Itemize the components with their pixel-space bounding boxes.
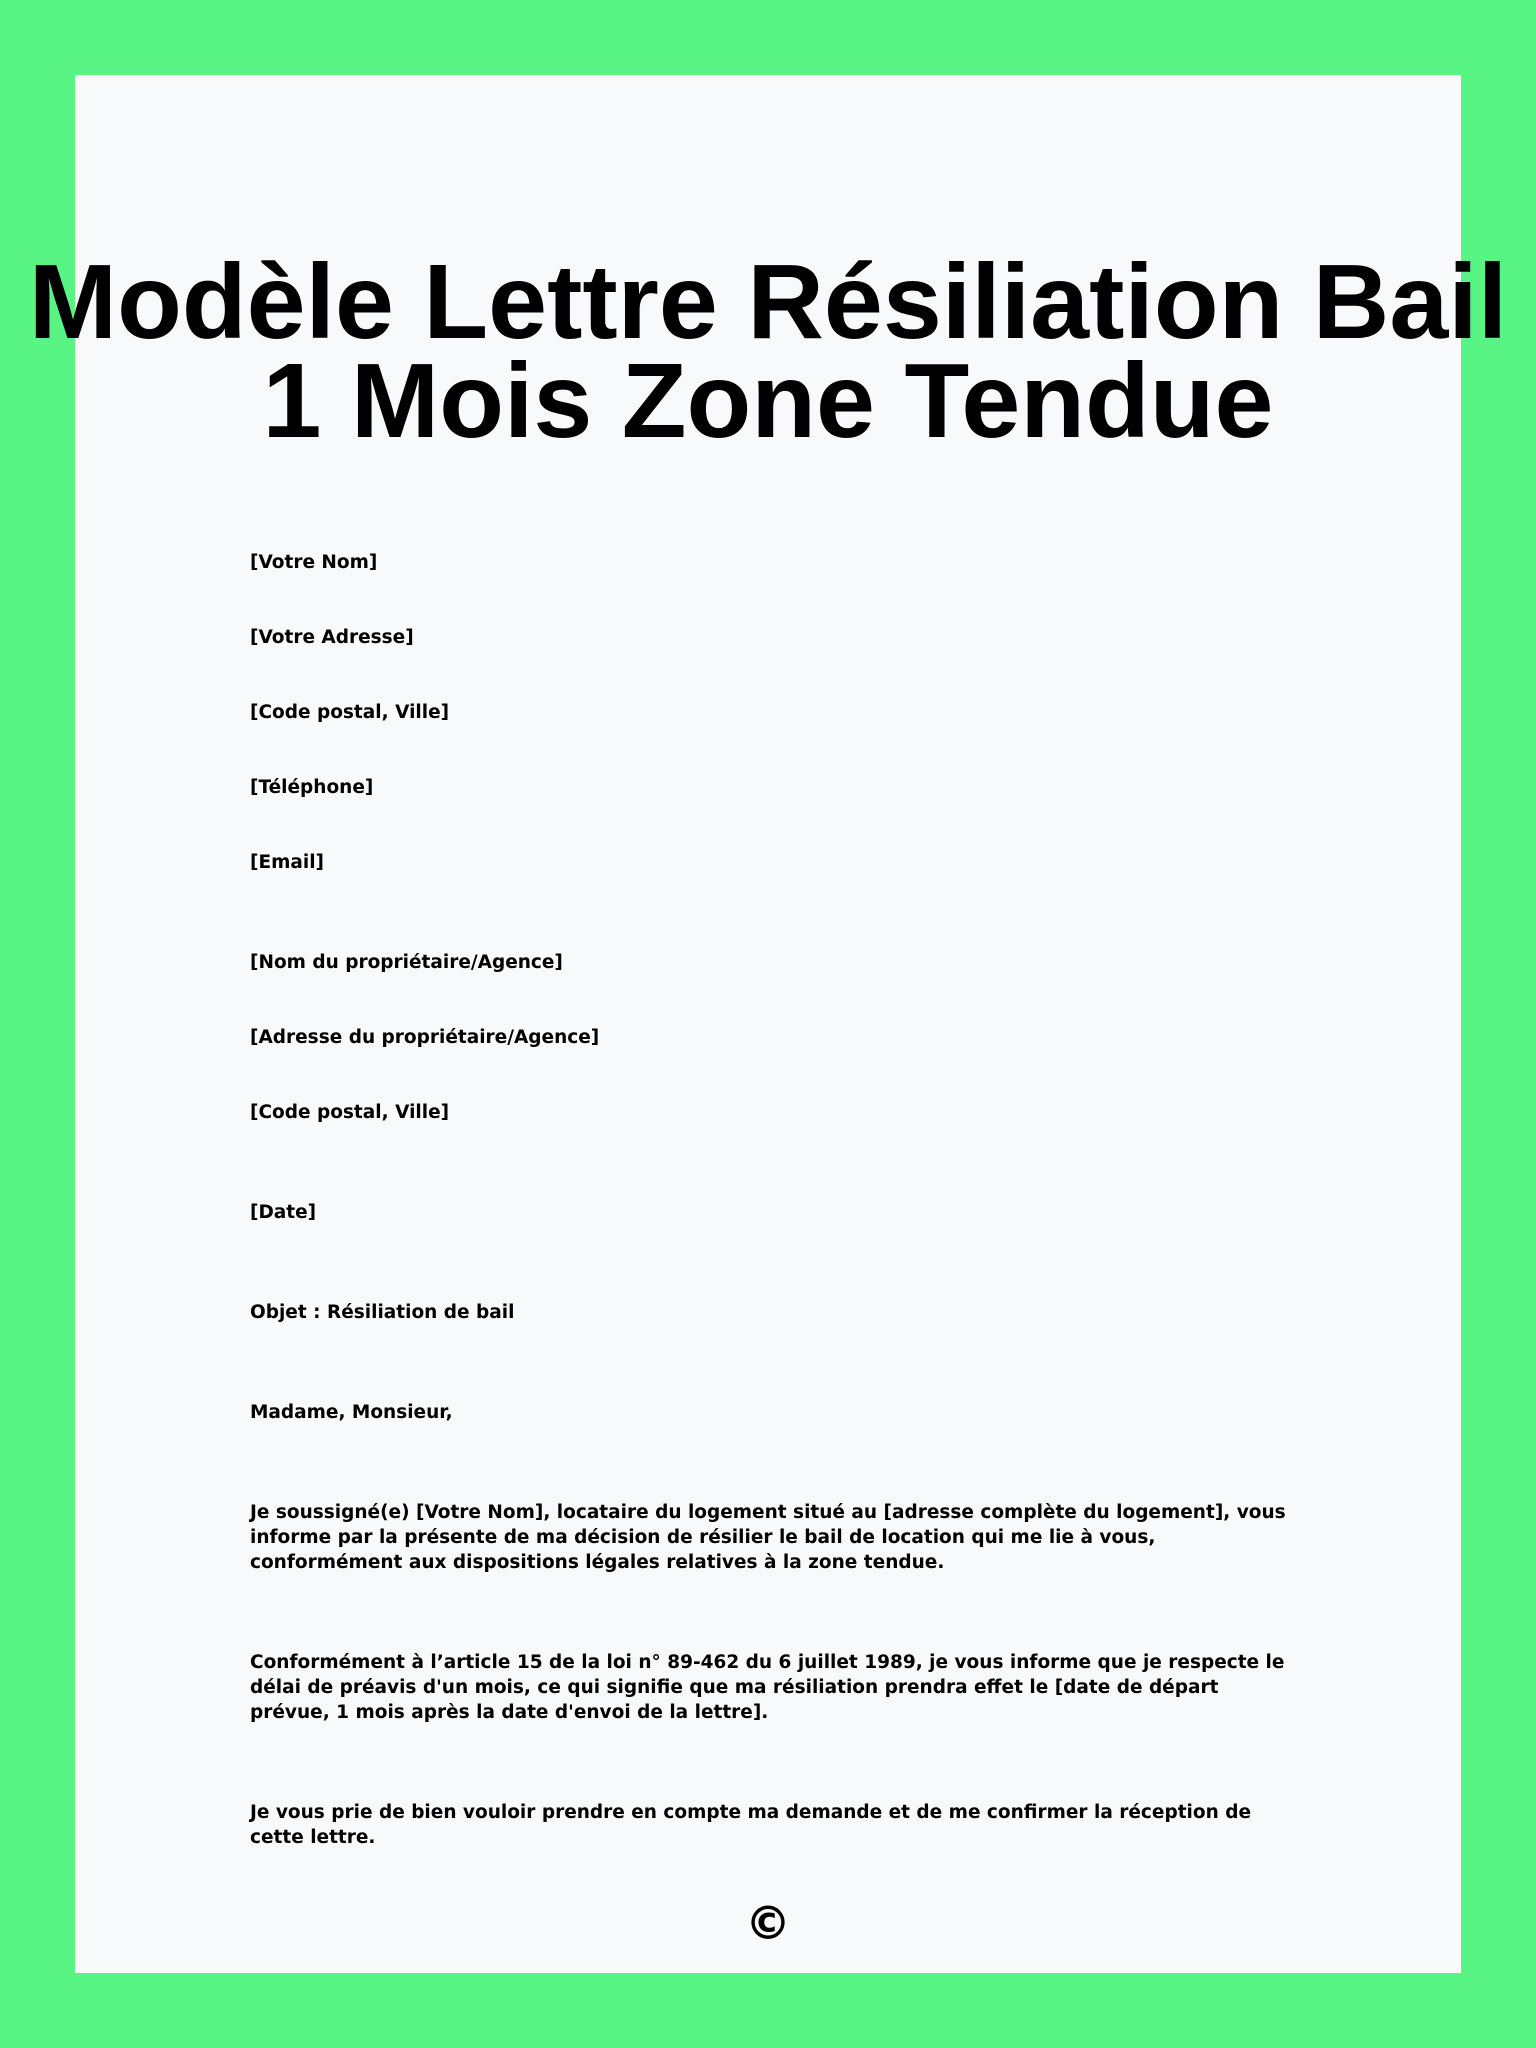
document-page <box>28 75 1508 1973</box>
letter-subject: Objet : Résiliation de bail <box>250 1302 515 1323</box>
sender-postal-city: [Code postal, Ville] <box>250 702 450 723</box>
sender-phone: [Téléphone] <box>250 777 374 798</box>
document-title <box>0 243 1536 460</box>
copyright-icon: © <box>745 1896 791 1950</box>
sender-name: [Votre Nom] <box>250 552 378 573</box>
recipient-postal-city: [Code postal, Ville] <box>250 1102 450 1123</box>
sender-email: [Email] <box>250 852 324 873</box>
title-line-1: Modèle Lettre Résiliation Bail <box>28 243 1508 361</box>
title-line-2: 1 Mois Zone Tendue <box>262 342 1274 460</box>
sender-address: [Votre Adresse] <box>250 627 414 648</box>
letter-date: [Date] <box>250 1202 317 1223</box>
recipient-name: [Nom du propriétaire/Agence] <box>250 952 563 973</box>
letter-salutation: Madame, Monsieur, <box>250 1402 453 1423</box>
body-paragraph-1: Je soussigné(e) [Votre Nom], locataire du logement situé au [adresse complète du logement], vous informe par la présente de ma décision de résilier le bail de location qui me lie à vous, conformément aux dispositions légales relatives à la zone tendue. <box>250 1502 1286 1573</box>
recipient-address: [Adresse du propriétaire/Agence] <box>250 1027 600 1048</box>
body-paragraph-2: Conformément à l’article 15 de la loi n° 89-462 du 6 juillet 1989, je vous informe que je respecte le délai de préavis d'un mois, ce qui signifie que ma résiliation prendra effet le [date de départ prévue, 1 mois après la date d'envoi de la lettre]. <box>250 1652 1285 1723</box>
body-paragraph-3: Je vous prie de bien vouloir prendre en compte ma demande et de me confirmer la réception de cette lettre. <box>250 1802 1251 1848</box>
